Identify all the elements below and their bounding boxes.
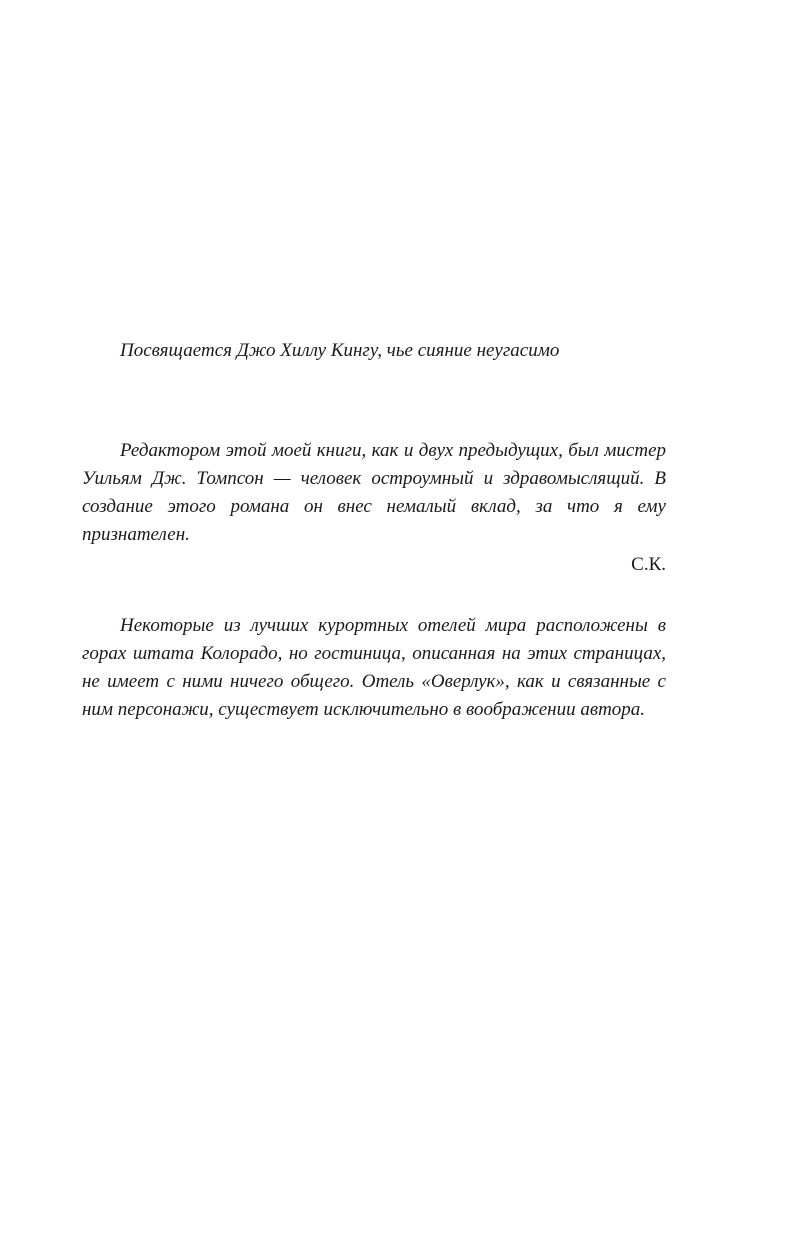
- disclaimer-section: [82, 612, 666, 724]
- dedication-section: [82, 337, 666, 365]
- dedication-text: Посвящается Джо Хиллу Кингу, чье сияние неугасимо: [120, 340, 560, 361]
- acknowledgement-text: Редактором этой моей книги, как и двух предыдущих, был мистер Уильям Дж. Томпсон — человек остроумный и здравомыслящий. В создание этого романа он внес немалый вклад, за что я ему признателен.: [82, 440, 666, 545]
- acknowledgement-section: [82, 437, 666, 579]
- author-signature: С.К.: [631, 554, 666, 575]
- disclaimer-text: Некоторые из лучших курортных отелей мира расположены в горах штата Колорадо, но гостиница, описанная на этих страницах, не имеет с ними ничего общего. Отель «Оверлук», как и связанные с ним персонажи, существует исключительно в воображении автора.: [82, 615, 666, 720]
